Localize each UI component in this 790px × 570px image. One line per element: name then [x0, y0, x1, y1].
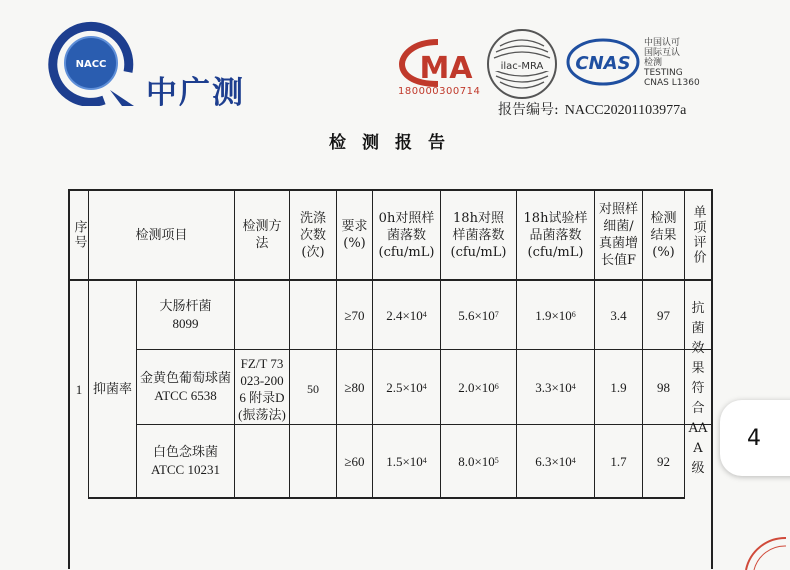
growth-cell: 3.4 [610, 307, 627, 323]
result-cell: 98 [657, 379, 670, 395]
sample-18h-cell: 3.3×10 4 [535, 379, 576, 395]
cnas-side-text [644, 38, 700, 88]
test-results-table [68, 189, 713, 569]
sample-18h-cell: 1.9×10 6 [535, 307, 576, 323]
header-sample-18h: 18h试验样品菌落数(cfu/mL) [523, 210, 588, 260]
cnas-mark-icon [566, 38, 640, 86]
method-cell: FZ/T 73023-2006 附录D (振荡法) [238, 356, 286, 422]
cma-number: 180000300714 [398, 86, 481, 97]
header-index: 序号 [71, 220, 87, 250]
organism-cell [137, 281, 234, 349]
ilac-mra-icon [484, 26, 560, 102]
header-method: 检测方法 [242, 219, 282, 251]
header-result: 检测结果(%) [650, 210, 677, 260]
control-0h-cell: 2.4×10 4 [386, 307, 427, 323]
organism-strain: ATCC 6538 [154, 388, 217, 403]
cnas-side-line: TESTING [644, 68, 683, 78]
header-control-18h: 18h对照样菌落数(cfu/mL) [450, 210, 507, 260]
cnas-side-line: 中国认可 [644, 38, 681, 48]
control-18h-cell: 8.0×10 5 [458, 453, 499, 469]
cnas-text: CNAS [575, 53, 631, 74]
header-item: 检测项目 [135, 227, 188, 243]
report-number [498, 99, 686, 119]
organism-strain: ATCC 10231 [151, 462, 220, 477]
evaluation-cell: 抗菌效果符合AAA级 [688, 301, 708, 476]
category-cell: 抑菌率 [92, 381, 132, 397]
header-control-0h: 0h对照样菌落数(cfu/mL) [378, 210, 435, 260]
cnas-side-line: CNAS L1360 [644, 78, 700, 88]
cma-text: MA [419, 51, 473, 86]
requirement-cell: ≥70 [344, 307, 365, 323]
control-18h-cell: 5.6×10 7 [458, 307, 499, 323]
organism-strain: 8099 [172, 316, 199, 331]
page-number-badge[interactable]: 4 [720, 400, 790, 476]
row-index: 1 [75, 381, 83, 397]
sample-18h-cell: 6.3×10 4 [535, 453, 576, 469]
requirement-cell: ≥60 [344, 453, 365, 469]
cnas-side-line: 国际互认 [644, 48, 681, 58]
organism-cell [137, 425, 234, 497]
organism-name: 白色念珠菌 [152, 445, 218, 460]
cnas-side-line: 检测 [644, 58, 663, 68]
result-cell: 97 [657, 307, 670, 323]
control-0h-cell: 1.5×10 4 [386, 453, 427, 469]
growth-cell: 1.7 [610, 453, 627, 469]
brand-name: 中广测 [146, 75, 245, 111]
report-number-value: NACC20201103977a [564, 103, 687, 118]
logo-badge-text: NACC [75, 59, 107, 70]
organism-cell [137, 350, 234, 424]
header-wash-count: 洗涤次数(次) [299, 210, 326, 260]
control-0h-cell: 2.5×10 4 [386, 379, 427, 395]
document-title: 检测报告 [329, 133, 461, 153]
header-growth: 对照样细菌/真菌增长值F [598, 202, 638, 268]
result-cell: 92 [657, 453, 670, 469]
organism-name: 大肠杆菌 [159, 299, 212, 314]
header-requirement: 要求(%) [341, 219, 368, 251]
organism-name: 金黄色葡萄球菌 [139, 371, 231, 386]
requirement-cell: ≥80 [344, 379, 365, 395]
ilac-text: ilac-MRA [500, 61, 544, 72]
nacc-logo-icon [44, 20, 140, 106]
control-18h-cell: 2.0×10 6 [458, 379, 499, 395]
growth-cell: 1.9 [610, 379, 627, 395]
wash-count-cell: 50 [307, 381, 319, 396]
header-evaluation: 单项评价 [690, 205, 706, 265]
report-number-label: 报告编号: [498, 102, 559, 118]
seal-stamp-icon [726, 520, 790, 570]
